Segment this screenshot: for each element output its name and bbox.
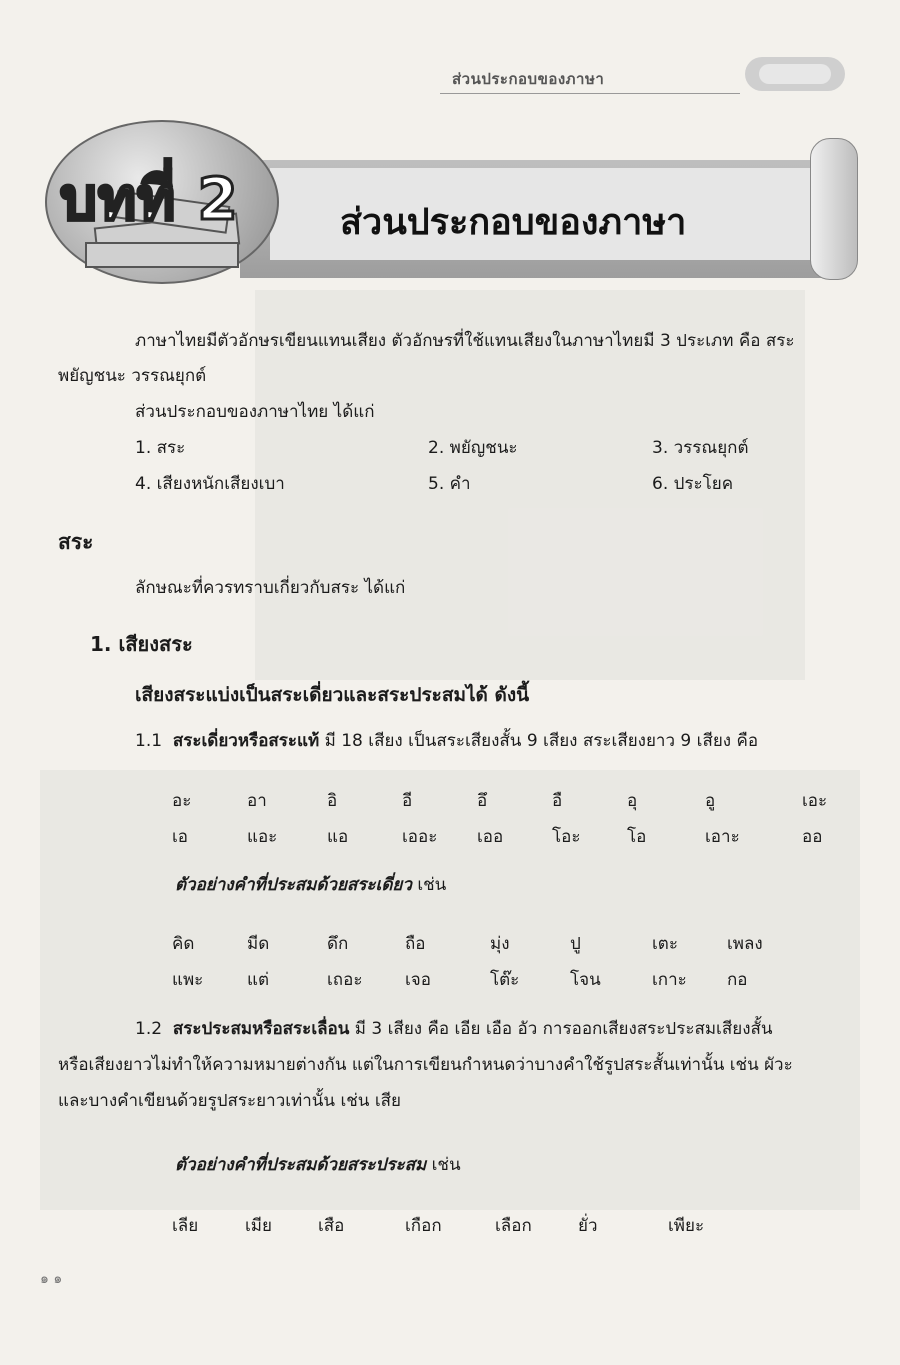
chapter-banner <box>40 120 860 290</box>
vowel-cell: โอะ <box>552 827 581 847</box>
vowel-cell: ออ <box>802 827 823 847</box>
component-item: 6. ประโยค <box>652 474 734 494</box>
example-word: เสือ <box>318 1216 345 1236</box>
example-word: เพลง <box>727 934 763 954</box>
single-vowel-para <box>135 733 758 750</box>
running-title: ส่วนประกอบของภาษา <box>452 70 605 88</box>
vowel-cell: อุ <box>627 791 638 811</box>
diphthong-title: สระประสมหรือสระเลื่อน <box>172 1019 350 1039</box>
intro-line-2: พยัญชนะ วรรณยุกต์ <box>58 366 207 386</box>
example-word: มุ่ง <box>490 934 510 954</box>
vowel-cell: แอะ <box>247 827 278 847</box>
page-number-tab <box>745 57 845 91</box>
chapter-label: บทที่ 2 <box>60 165 239 233</box>
footer-page-marker: ๑ ๑ <box>40 1271 63 1287</box>
vowel-cell: อะ <box>172 791 192 811</box>
header-rule <box>440 93 740 94</box>
diphthong-line-3: และบางคำเขียนด้วยรูปสระยาวเท่านั้น เช่น เสีย <box>58 1091 401 1111</box>
intro-line-1: ภาษาไทยมีตัวอักษรเขียนแทนเสียง ตัวอักษรที่ใช้แทนเสียงในภาษาไทยมี 3 ประเภท คือ สระ <box>135 331 795 351</box>
item-number: 1.1 <box>135 731 163 751</box>
example-word: โต๊ะ <box>490 970 520 990</box>
example-word: เกาะ <box>652 970 687 990</box>
example-word: ปู <box>570 934 581 954</box>
vowel-cell: อื <box>552 791 563 811</box>
example-word: เพียะ <box>668 1216 705 1236</box>
chapter-title: ส่วนประกอบของภาษา <box>340 202 687 243</box>
vowel-cell: อึ <box>477 791 488 811</box>
vowel-cell: อู <box>705 791 716 811</box>
vowel-cell: เออ <box>477 827 504 847</box>
example-suffix: เช่น <box>431 1155 461 1175</box>
example-word: เกือก <box>405 1216 442 1236</box>
example-word: ถือ <box>405 934 426 954</box>
diphthong-desc: มี 3 เสียง คือ เอีย เอือ อัว การออกเสียงสระประสมเสียงสั้น <box>354 1019 773 1039</box>
vowel-lead: ลักษณะที่ควรทราบเกี่ยวกับสระ ได้แก่ <box>135 578 406 598</box>
subheading-vowel-sound: 1. เสียงสระ <box>90 632 193 656</box>
example-word: โจน <box>570 970 601 990</box>
components-lead: ส่วนประกอบของภาษาไทย ได้แก่ <box>135 402 375 422</box>
vowel-cell: เออะ <box>402 827 438 847</box>
single-vowel-desc: มี 18 เสียง เป็นสระเสียงสั้น 9 เสียง สระเสียงยาว 9 เสียง คือ <box>324 731 759 751</box>
item-number: 1.2 <box>135 1019 163 1039</box>
example-suffix: เช่น <box>417 875 447 895</box>
single-example-label-line <box>175 877 446 894</box>
example-word: มีด <box>247 934 270 954</box>
diph-example-label-line <box>175 1157 461 1174</box>
vowel-cell: เอาะ <box>705 827 740 847</box>
single-example-label: ตัวอย่างคำที่ประสมด้วยสระเดี่ยว <box>175 875 412 895</box>
component-item: 3. วรรณยุกต์ <box>652 438 749 458</box>
component-item: 4. เสียงหนักเสียงเบา <box>135 474 285 494</box>
running-header <box>440 55 850 95</box>
diphthong-para <box>135 1021 773 1038</box>
scroll-icon <box>810 138 858 280</box>
example-word: ดึก <box>327 934 349 954</box>
example-word: เตะ <box>652 934 678 954</box>
vowel-cell: เอ <box>172 827 189 847</box>
example-word: เลือก <box>495 1216 532 1236</box>
diph-example-label: ตัวอย่างคำที่ประสมด้วยสระประสม <box>175 1155 427 1175</box>
example-word: แต่ <box>247 970 269 990</box>
single-vowel-title: สระเดี่ยวหรือสระแท้ <box>172 731 320 751</box>
example-word: ยั่ว <box>578 1216 598 1236</box>
vowel-cell: โอ <box>627 827 647 847</box>
diphthong-line-2: หรือเสียงยาวไม่ทำให้ความหมายต่างกัน แต่ในการเขียนกำหนดว่าบางคำใช้รูปสระสั้นเท่านั้น เช่น ผัวะ <box>58 1055 793 1075</box>
example-word: เถอะ <box>327 970 363 990</box>
example-word: เลีย <box>172 1216 199 1236</box>
example-word: เจอ <box>405 970 431 990</box>
section-heading-vowel: สระ <box>58 530 94 554</box>
vowel-cell: อิ <box>327 791 338 811</box>
example-word: เมีย <box>245 1216 272 1236</box>
example-word: แพะ <box>172 970 204 990</box>
vowel-cell: แอ <box>327 827 349 847</box>
example-word: กอ <box>727 970 748 990</box>
component-item: 2. พยัญชนะ <box>428 438 518 458</box>
vowel-cell: อี <box>402 791 413 811</box>
example-word: คิด <box>172 934 195 954</box>
component-item: 5. คำ <box>428 474 471 494</box>
component-item: 1. สระ <box>135 438 186 458</box>
vowel-sound-lead: เสียงสระแบ่งเป็นสระเดี่ยวและสระประสมได้ ดังนี้ <box>135 684 530 706</box>
vowel-cell: เอะ <box>802 791 828 811</box>
vowel-cell: อา <box>247 791 267 811</box>
